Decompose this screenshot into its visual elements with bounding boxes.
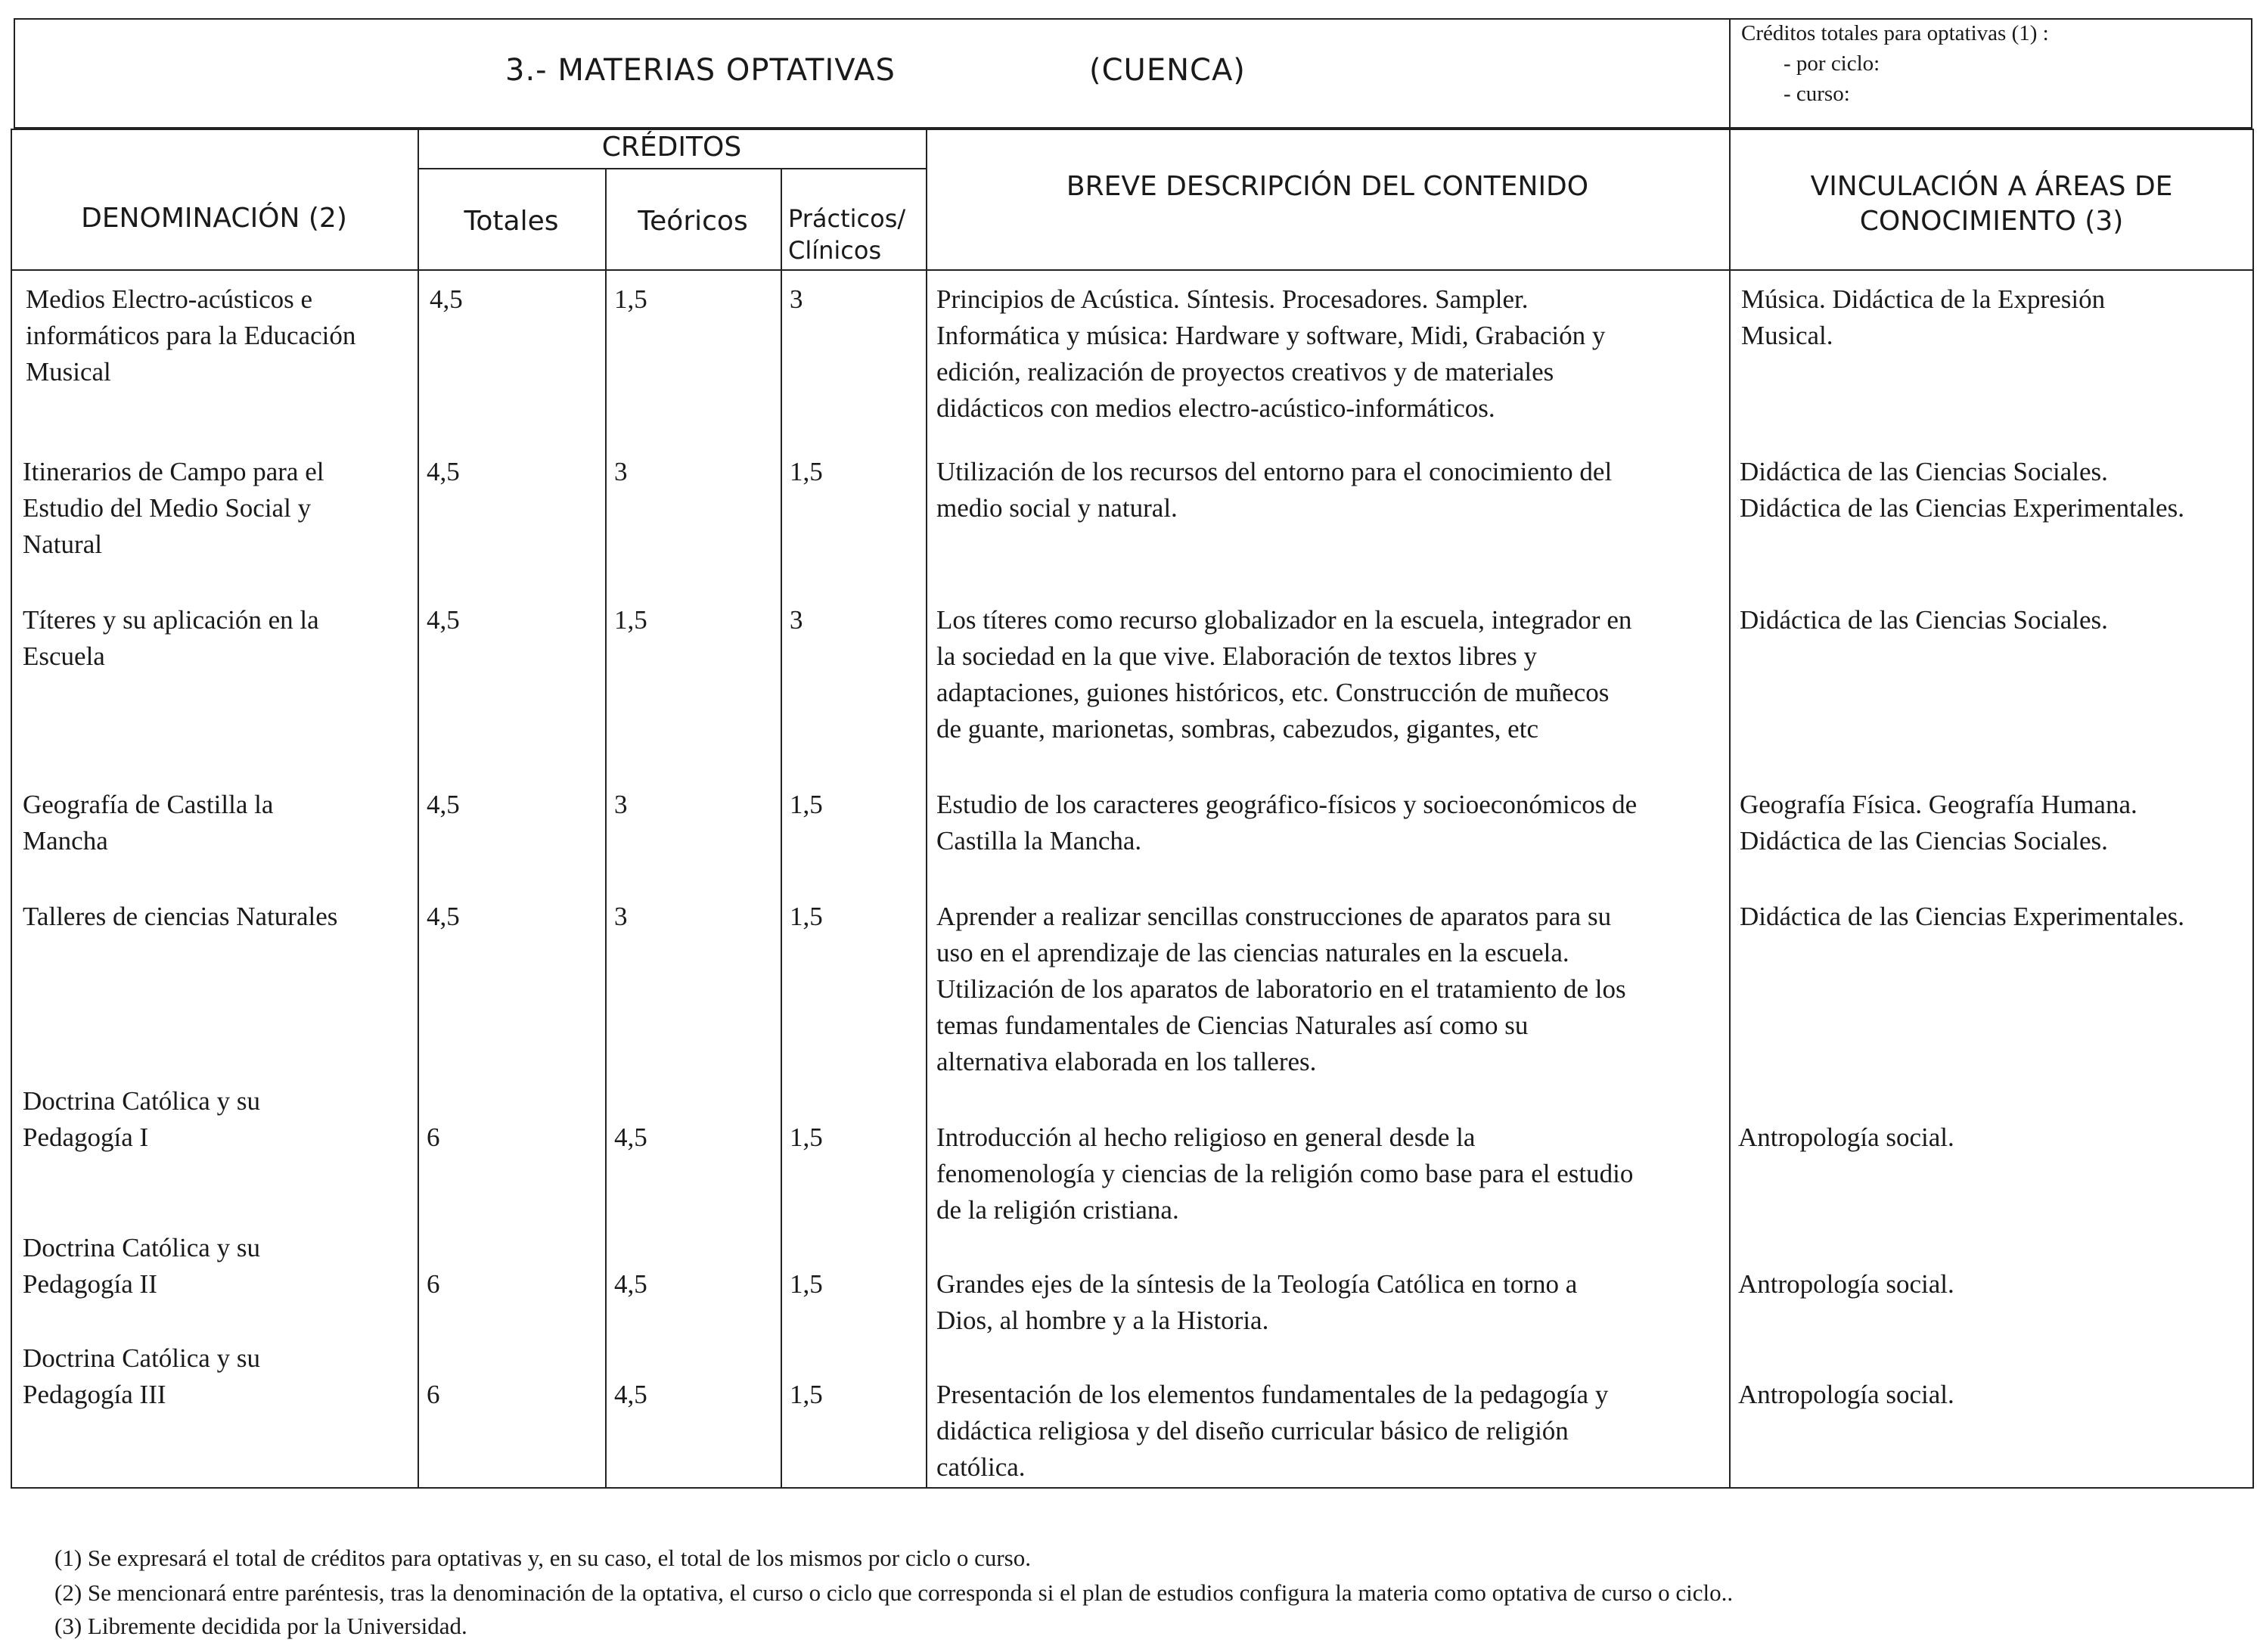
row-4-theoretical: 3 — [614, 790, 628, 819]
row-3-desc-line1: Los títeres como recurso globalizador en la escuela, integrador en — [936, 605, 1632, 635]
row-1-areas — [1741, 281, 2105, 354]
row-2-areas-line1: Didáctica de las Ciencias Sociales. — [1740, 457, 2108, 486]
row-7-description — [936, 1266, 1577, 1339]
row-6-desc-line3: de la religión cristiana. — [936, 1195, 1179, 1225]
footnote-1: (1) Se expresará el total de créditos para optativas y, en su caso, el total de los mismos por ciclo o curso. — [54, 1545, 1031, 1571]
row-2-areas — [1740, 454, 2184, 526]
row-5-description — [936, 899, 1626, 1080]
col-line-3 — [781, 168, 782, 1489]
header-credits: CRÉDITOS — [601, 132, 742, 163]
footnote-2: (2) Se mencionará entre paréntesis, tras la denominación de la optativa, el curso o ciclo que corresponda si el plan de estudios configura la materia como optativa de curso o ciclo.. — [54, 1579, 1734, 1606]
row-4-name — [23, 787, 273, 859]
credits-subheader-line — [418, 168, 926, 169]
title-divider — [1729, 18, 1731, 129]
row-4-desc-line1: Estudio de los caracteres geográfico-físicos y socioeconómicos de — [936, 790, 1638, 819]
row-4-name-line1: Geografía de Castilla la — [23, 790, 274, 819]
row-8-name-line2: Pedagogía III — [23, 1380, 166, 1409]
per-course-label: - curso: — [1784, 82, 1850, 106]
row-3-description — [936, 602, 1631, 747]
row-4-practical: 1,5 — [790, 790, 823, 819]
row-4-name-line2: Mancha — [23, 826, 108, 856]
row-1-description — [936, 281, 1605, 427]
row-1-theoretical: 1,5 — [614, 284, 647, 314]
row-2-practical: 1,5 — [790, 457, 823, 486]
col-line-4 — [926, 129, 927, 1489]
row-6-desc-line2: fenomenología y ciencias de la religión como base para el estudio — [936, 1159, 1634, 1188]
row-7-name-line1: Doctrina Católica y su — [23, 1233, 260, 1262]
row-1-desc-line2: Informática y música: Hardware y software, Midi, Grabación y — [936, 321, 1606, 350]
row-1-desc-line4: didácticos con medios electro-acústico-informáticos. — [936, 393, 1495, 423]
header-areas — [1729, 169, 2254, 239]
header-totals: Totales — [464, 206, 559, 237]
row-8-totals: 6 — [427, 1380, 440, 1409]
footnote-3: (3) Libremente decidida por la Universidad. — [54, 1613, 467, 1639]
row-1-desc-line1: Principios de Acústica. Síntesis. Procesadores. Sampler. — [936, 284, 1529, 314]
row-4-areas-line1: Geografía Física. Geografía Humana. — [1740, 790, 2137, 819]
row-6-name-line1: Doctrina Católica y su — [23, 1086, 260, 1116]
row-5-desc-line5: alternativa elaborada en los talleres. — [936, 1047, 1317, 1076]
row-2-desc-line1: Utilización de los recursos del entorno para el conocimiento del — [936, 457, 1613, 486]
row-1-totals: 4,5 — [430, 284, 463, 314]
row-8-theoretical: 4,5 — [614, 1380, 647, 1409]
col-line-5 — [1729, 129, 1731, 1489]
row-3-areas — [1740, 602, 2108, 638]
row-7-totals: 6 — [427, 1269, 440, 1299]
row-2-name-line1: Itinerarios de Campo para el — [23, 457, 324, 486]
header-practical — [781, 203, 926, 266]
row-2-theoretical: 3 — [614, 457, 628, 486]
row-7-areas — [1738, 1266, 1954, 1303]
row-5-areas — [1740, 899, 2184, 935]
row-1-practical: 3 — [790, 284, 803, 314]
row-1-areas-line2: Musical. — [1741, 321, 1833, 350]
row-8-desc-line2: didáctica religiosa y del diseño curricular básico de religión — [936, 1416, 1569, 1446]
row-4-areas — [1740, 787, 2137, 859]
row-2-totals: 4,5 — [427, 457, 460, 486]
row-4-desc-line2: Castilla la Mancha. — [936, 826, 1142, 856]
credits-total-note — [1741, 18, 2049, 109]
location-label: (CUENCA) — [1089, 53, 1246, 88]
row-8-areas-line1: Antropología social. — [1738, 1380, 1954, 1409]
page-title: 3.- MATERIAS OPTATIVAS — [505, 53, 896, 88]
row-3-theoretical: 1,5 — [614, 605, 647, 635]
row-2-name-line2: Estudio del Medio Social y — [23, 493, 312, 523]
row-2-areas-line2: Didáctica de las Ciencias Experimentales. — [1740, 493, 2184, 523]
row-5-practical: 1,5 — [790, 902, 823, 931]
row-4-totals: 4,5 — [427, 790, 460, 819]
row-3-desc-line2: la sociedad en la que vive. Elaboración de textos libres y — [936, 641, 1538, 671]
row-1-name-line2: informáticos para la Educación — [26, 321, 356, 350]
header-denomination: DENOMINACIÓN (2) — [81, 203, 347, 234]
row-2-name — [23, 454, 324, 563]
row-7-name-line2: Pedagogía II — [23, 1269, 157, 1299]
header-practical-line1: Prácticos/ — [788, 204, 906, 233]
col-line-2 — [605, 168, 607, 1489]
col-line-1 — [418, 129, 419, 1489]
header-bottom-line — [11, 269, 2254, 271]
row-5-desc-line2: uso en el aprendizaje de las ciencias naturales en la escuela. — [936, 938, 1569, 967]
row-3-name — [23, 602, 319, 675]
row-3-name-line2: Escuela — [23, 641, 105, 671]
row-7-name — [23, 1230, 260, 1303]
row-5-desc-line4: temas fundamentales de Ciencias Naturales así como su — [936, 1011, 1529, 1040]
row-8-name-line1: Doctrina Católica y su — [23, 1343, 260, 1373]
row-6-areas-line1: Antropología social. — [1738, 1123, 1954, 1152]
row-4-description — [936, 787, 1637, 859]
row-7-desc-line2: Dios, al hombre y a la Historia. — [936, 1306, 1269, 1335]
row-6-name-line2: Pedagogía I — [23, 1123, 149, 1152]
row-7-practical: 1,5 — [790, 1269, 823, 1299]
row-7-areas-line1: Antropología social. — [1738, 1269, 1954, 1299]
row-3-areas-line1: Didáctica de las Ciencias Sociales. — [1740, 605, 2108, 635]
row-4-areas-line2: Didáctica de las Ciencias Sociales. — [1740, 826, 2108, 856]
row-6-areas — [1738, 1119, 1954, 1156]
row-1-areas-line1: Música. Didáctica de la Expresión — [1741, 284, 2106, 314]
row-7-desc-line1: Grandes ejes de la síntesis de la Teología Católica en torno a — [936, 1269, 1578, 1299]
row-3-desc-line3: adaptaciones, guiones históricos, etc. Construcción de muñecos — [936, 678, 1610, 707]
row-5-theoretical: 3 — [614, 902, 628, 931]
row-8-areas — [1738, 1377, 1954, 1413]
credits-total-label: Créditos totales para optativas (1) : — [1741, 21, 2049, 45]
row-1-name-line1: Medios Electro-acústicos e — [26, 284, 313, 314]
row-7-theoretical: 4,5 — [614, 1269, 647, 1299]
row-5-totals: 4,5 — [427, 902, 460, 931]
row-5-areas-line1: Didáctica de las Ciencias Experimentales. — [1740, 902, 2184, 931]
row-8-desc-line1: Presentación de los elementos fundamentales de la pedagogía y — [936, 1380, 1609, 1409]
row-5-name — [23, 899, 337, 935]
row-3-name-line1: Títeres y su aplicación en la — [23, 605, 319, 635]
row-1-name-line3: Musical — [26, 357, 111, 387]
row-3-totals: 4,5 — [427, 605, 460, 635]
row-6-description — [936, 1119, 1633, 1228]
row-5-name-line1: Talleres de ciencias Naturales — [23, 902, 338, 931]
row-3-practical: 3 — [790, 605, 803, 635]
row-6-name — [23, 1083, 260, 1156]
row-8-description — [936, 1377, 1608, 1486]
row-2-description — [936, 454, 1612, 526]
row-6-totals: 6 — [427, 1123, 440, 1152]
row-5-desc-line1: Aprender a realizar sencillas construcciones de aparatos para su — [936, 902, 1612, 931]
row-6-theoretical: 4,5 — [614, 1123, 647, 1152]
header-areas-line2: CONOCIMIENTO (3) — [1859, 206, 2124, 237]
row-6-desc-line1: Introducción al hecho religioso en general desde la — [936, 1123, 1476, 1152]
row-2-name-line3: Natural — [23, 529, 102, 559]
row-8-practical: 1,5 — [790, 1380, 823, 1409]
row-3-desc-line4: de guante, marionetas, sombras, cabezudos, gigantes, etc — [936, 714, 1538, 744]
header-theoretical: Teóricos — [638, 206, 748, 237]
row-1-name — [26, 281, 355, 390]
row-5-desc-line3: Utilización de los aparatos de laboratorio en el tratamiento de los — [936, 974, 1626, 1004]
row-8-name — [23, 1340, 260, 1413]
header-practical-line2: Clínicos — [788, 236, 882, 265]
row-6-practical: 1,5 — [790, 1123, 823, 1152]
header-description: BREVE DESCRIPCIÓN DEL CONTENIDO — [1066, 171, 1589, 202]
row-1-desc-line3: edición, realización de proyectos creativos y de materiales — [936, 357, 1554, 387]
per-cycle-label: - por ciclo: — [1784, 51, 1880, 76]
row-8-desc-line3: católica. — [936, 1452, 1026, 1482]
row-2-desc-line2: medio social y natural. — [936, 493, 1178, 523]
header-areas-line1: VINCULACIÓN A ÁREAS DE — [1810, 171, 2173, 202]
